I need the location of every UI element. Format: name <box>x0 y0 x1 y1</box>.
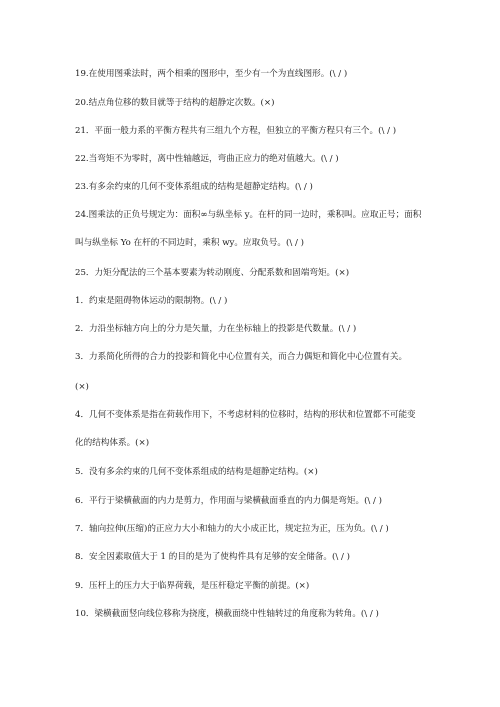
text-line: 9．压杆上的压力大于临界荷载，是压杆稳定平衡的前提。(×) <box>75 581 310 591</box>
text-line: 23.有多余约束的几何不变体系组成的结构是超静定结构。(\ / ) <box>75 182 313 192</box>
text-line: 叫与纵坐标 Yo 在杆的不同边时，乘积 wy。应取负号。(\ / ) <box>75 238 304 248</box>
text-line: 22.当弯矩不为零时，离中性轴越远，弯曲正应力的绝对值越大。(\ / ) <box>75 154 339 164</box>
text-line: 7．轴向拉伸(压缩)的正应力大小和轴力的大小成正比，规定拉为正，压为负。(\ / ) <box>75 524 389 534</box>
text-line: 4．几何不变体系是指在荷载作用下，不考虑材料的位移时，结构的形状和位置都不可能变 <box>75 410 416 420</box>
text-line: 3．力系简化所得的合力的投影和简化中心位置有关，而合力偶矩和简化中心位置有关。 <box>75 352 408 362</box>
text-line: 19.在使用图乘法时，两个相乘的图形中，至少有一个为直线图形。(\ / ) <box>75 69 348 79</box>
text-line: 2．力沿坐标轴方向上的分力是矢量，力在坐标轴上的投影是代数量。(\ / ) <box>75 324 357 334</box>
text-line: 21．平面一般力系的平衡方程共有三组九个方程，但独立的平衡方程只有三个。(\ / ) <box>75 126 397 136</box>
text-line: 20.结点角位移的数目就等于结构的超静定次数。(×) <box>75 98 275 108</box>
text-line: 24.图乘法的正负号规定为：面积∞与纵坐标 y。在杆的同一边时，乘积叫。应取正号；面积 <box>75 210 422 220</box>
text-line: 1．约束是阻碍物体运动的限制物。(\ / ) <box>75 296 228 306</box>
text-line: 8．安全因素取值大于 1 的目的是为了使构件具有足够的安全储备。(\ / ) <box>75 552 350 562</box>
text-line: 6．平行于梁横截面的内力是剪力，作用面与梁横截面垂直的内力偶是弯矩。(\ / ) <box>75 496 383 506</box>
text-line: 5．没有多余约束的几何不变体系组成的结构是超静定结构。(×) <box>75 467 318 477</box>
text-line: (×) <box>75 382 89 392</box>
text-line: 25．力矩分配法的三个基本要素为转动刚度、分配系数和固端弯矩。(×) <box>75 268 350 278</box>
text-line: 化的结构体系。(×) <box>75 438 150 448</box>
text-line: 10．梁横截面竖向线位移称为挠度，横截面绕中性轴转过的角度称为转角。(\ / ) <box>75 609 379 619</box>
